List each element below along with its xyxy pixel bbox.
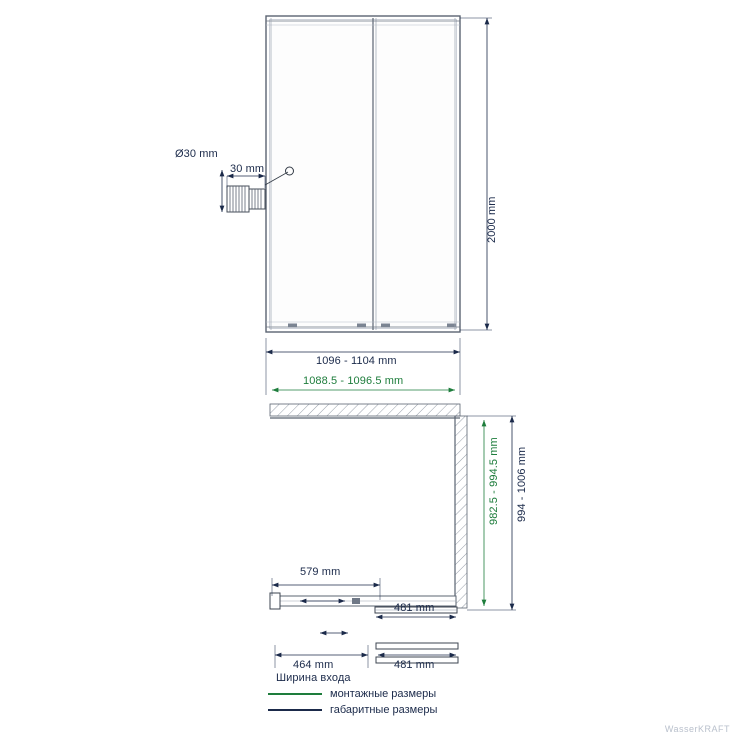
dim-depth-install: 982.5 - 994.5 mm — [488, 437, 500, 525]
watermark: WasserKRAFT — [664, 724, 730, 734]
plan-view — [270, 404, 516, 617]
front-elevation — [222, 16, 492, 395]
legend — [268, 686, 437, 718]
dim-bottom-leaf: 481 mm — [394, 659, 435, 671]
dim-leaf-b: 481 mm — [394, 602, 435, 614]
height-dimension — [460, 18, 492, 330]
dim-height-overall: 2000 mm — [486, 196, 498, 243]
dim-width-overall: 1096 - 1104 mm — [316, 355, 397, 367]
legend-item-install — [268, 686, 437, 702]
legend-item-overall — [268, 702, 437, 718]
dim-entry-caption: Ширина входа — [276, 672, 351, 684]
legend-swatch-navy — [268, 709, 322, 711]
dim-width-install: 1088.5 - 1096.5 mm — [303, 375, 404, 387]
legend-swatch-green — [268, 693, 322, 695]
dim-entry-width: 464 mm — [293, 659, 334, 671]
dim-handle-diameter: Ø30 mm — [175, 148, 218, 160]
legend-label-overall: габаритные размеры — [330, 704, 438, 716]
legend-label-install: монтажные размеры — [330, 688, 437, 700]
dim-handle-offset: 30 mm — [230, 163, 265, 175]
dim-depth-overall: 994 - 1006 mm — [516, 446, 528, 522]
dim-leaf-a: 579 mm — [300, 566, 341, 578]
